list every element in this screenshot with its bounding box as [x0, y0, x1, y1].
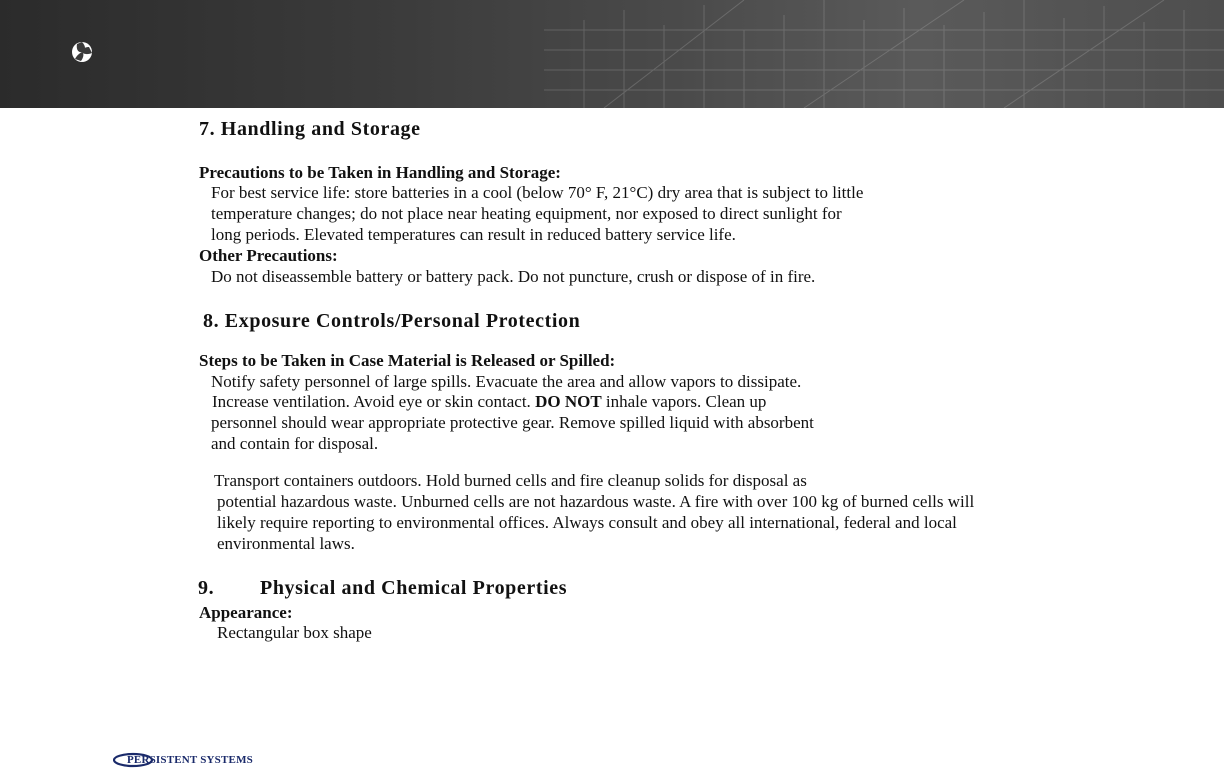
section-8-subheading-steps: Steps to be Taken in Case Material is Released or Spilled:: [199, 351, 616, 370]
section-9-subheading-appearance: Appearance:: [199, 603, 293, 622]
section-8-transport-line: environmental laws.: [217, 534, 355, 553]
section-8-text-line: personnel should wear appropriate protective gear. Remove spilled liquid with absorbent: [211, 413, 814, 432]
section-8-text-line: Notify safety personnel of large spills. Evacuate the area and allow vapors to dissipate.: [211, 372, 802, 391]
section-7-text-line: temperature changes; do not place near heating equipment, nor exposed to direct sunlight for: [211, 204, 842, 223]
section-7-subheading-precautions: Precautions to be Taken in Handling and Storage:: [199, 163, 561, 182]
building-texture: [544, 0, 1224, 108]
section-7-heading: 7. Handling and Storage: [199, 118, 421, 140]
section-9-heading: Physical and Chemical Properties: [260, 577, 568, 599]
footer-logo: [113, 750, 253, 770]
section-7-text-line: Do not diseassemble battery or battery pack. Do not puncture, crush or dispose of in fire.: [211, 267, 816, 286]
document-page: [0, 108, 1224, 769]
section-8-text-line-donot: [212, 392, 766, 412]
warning-bold-text: DO NOT: [535, 392, 602, 411]
text-segment: inhale vapors. Clean up: [601, 392, 767, 411]
section-7-text-line: For best service life: store batteries in a cool (below 70° F, 21°C) dry area that is subject to little: [211, 183, 864, 202]
company-logo-icon: [71, 41, 93, 63]
section-8-heading: 8. Exposure Controls/Personal Protection: [203, 310, 581, 332]
section-8-transport-line: potential hazardous waste. Unburned cells are not hazardous waste. A fire with over 100 kg of burned cells will: [217, 492, 975, 511]
section-8-text-line: and contain for disposal.: [211, 434, 379, 453]
section-8-transport-line: Transport containers outdoors. Hold burned cells and fire cleanup solids for disposal as: [214, 471, 807, 490]
section-7-text-line: long periods. Elevated temperatures can result in reduced battery service life.: [211, 225, 736, 244]
text-segment: Increase ventilation. Avoid eye or skin contact.: [212, 392, 536, 411]
footer-company-name: PERSISTENT SYSTEMS: [127, 754, 253, 766]
section-8-transport-line: likely require reporting to environmental offices. Always consult and obey all international, federal and local: [217, 513, 957, 532]
section-7-subheading-other: Other Precautions:: [199, 246, 338, 265]
section-9-text-line: Rectangular box shape: [217, 623, 372, 642]
header-banner: [0, 0, 1224, 108]
section-9-number: 9.: [198, 577, 215, 599]
